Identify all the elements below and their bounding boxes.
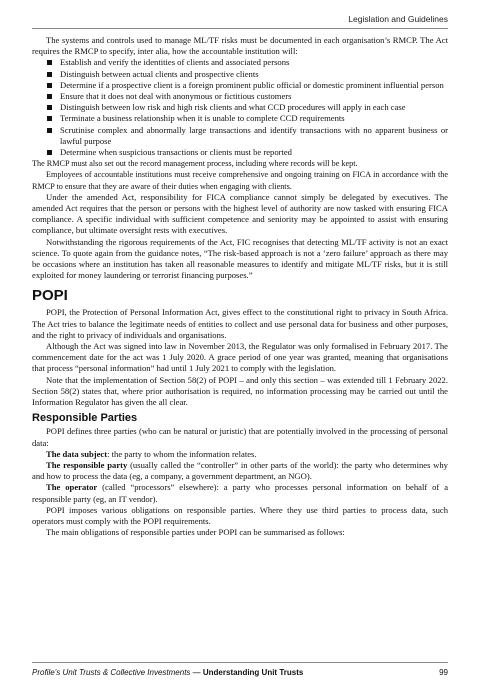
record-management-paragraph: The RMCP must also set out the record management process, including where records will be kept. <box>32 159 358 169</box>
list-item: Determine if a prospective client is a foreign prominent public official or domestic prominent influential person <box>60 80 448 91</box>
square-bullet-icon <box>47 94 52 99</box>
risk-paragraph: Notwithstanding the rigorous requirements of the Act, FIC recognises that detecting ML/TF activity is not an exact science. To quote again from the guidance notes, “The risk-based approach is not a ‘zero failure’ approach as there may be occasions where an institution has taken all reasonable measures to identify and mitigate ML/TF risks, but it is still exploited for money laundering or terrorist financing purposes.” <box>32 236 448 281</box>
square-bullet-icon <box>47 105 52 110</box>
definition-responsible-party: The responsible party (usually called the “controller” in other parts of the world): the party who determines why and how to process the data (eg, a company, a government department, an NGO). <box>32 459 448 482</box>
list-item: Establish and verify the identities of clients and associated persons <box>60 57 448 68</box>
list-item: Scrutinise complex and abnormally large transactions and identify transactions with no apparent business or lawful purpose <box>60 125 448 147</box>
responsible-intro-paragraph: POPI defines three parties (who can be natural or juristic) that are potentially involved in the processing of personal data: <box>32 426 448 448</box>
list-item: Distinguish between actual clients and prospective clients <box>60 69 448 80</box>
rmcp-bullet-list <box>32 57 448 158</box>
popi-paragraph: POPI, the Protection of Personal Information Act, gives effect to the constitutional right to privacy in South Africa. The Act tries to balance the legitimate needs of entities to collect and use personal data for business and other purposes, and the right to privacy of individuals and organisations. <box>32 307 448 340</box>
popi-paragraph: Although the Act was signed into law in November 2013, the Regulator was only formalised in February 2017. The commencement date for the act was 1 July 2020. A grace period of one year was granted, meaning that organisations that process “personal information” had until 1 July 2021 to comply with the legislation. <box>32 341 448 374</box>
page-footer <box>32 668 448 677</box>
intro-paragraph: The systems and controls used to manage ML/TF risks must be documented in each organisation’s RMCP. The Act requires the RMCP to specify, inter alia, how the accountable institution will: <box>32 35 448 57</box>
training-paragraph: Employees of accountable institutions must receive comprehensive and ongoing training on FICA in accordance with the RMCP to ensure that they are aware of their duties when engaging with clients. <box>32 170 448 191</box>
obligations-summary-paragraph: The main obligations of responsible parties under POPI can be summarised as follows: <box>46 527 345 538</box>
page-number: 99 <box>439 668 448 677</box>
list-item: Terminate a business relationship when it is unable to complete CCD requirements <box>60 113 448 124</box>
popi-paragraph: Note that the implementation of Section 58(2) of POPI – and only this section – was extended till 1 February 2022. Section 58(2) states that, where prior authorisation is required, no information processing may be carried out until the Information Regulator has given the all clear. <box>32 374 448 408</box>
popi-heading: POPI <box>32 287 68 305</box>
square-bullet-icon <box>47 83 52 88</box>
definition-operator: The operator (called “processors” elsewhere): a party who processes personal information on behalf of a responsible party (eg, an IT vendor). <box>32 482 449 504</box>
definition-data-subject: The data subject: the party to whom the information relates. <box>46 448 257 459</box>
square-bullet-icon <box>47 72 52 77</box>
list-item: Determine when suspicious transactions or clients must be reported <box>60 147 448 158</box>
footer-rule <box>32 662 448 663</box>
square-bullet-icon <box>47 128 52 133</box>
obligations-paragraph: POPI imposes various obligations on responsible parties. Where they use third parties to process data, such operators must comply with the POPI requirements. <box>32 504 448 526</box>
list-item: Distinguish between low risk and high risk clients and what CCD procedures will apply in each case <box>60 102 448 113</box>
running-header: Legislation and Guidelines <box>348 14 448 24</box>
page-body <box>32 35 448 538</box>
responsible-parties-heading: Responsible Parties <box>32 412 138 425</box>
list-item: Ensure that it does not deal with anonymous or fictitious customers <box>60 91 448 102</box>
square-bullet-icon <box>47 116 52 121</box>
footer-publication-title: Profile’s Unit Trusts & Collective Investments — Understanding Unit Trusts <box>32 668 304 677</box>
compliance-paragraph: Under the amended Act, responsibility for FICA compliance cannot simply be delegated by executives. The amended Act requires that the person or persons with the highest level of authority are now tasked with ensuring FICA compliance. A specific individual with sufficient competence and seniority may be appointed to assist with ensuring compliance, but ultimate oversight rests with executives. <box>32 191 448 236</box>
square-bullet-icon <box>47 150 52 155</box>
square-bullet-icon <box>47 60 52 65</box>
header-rule <box>32 28 448 29</box>
